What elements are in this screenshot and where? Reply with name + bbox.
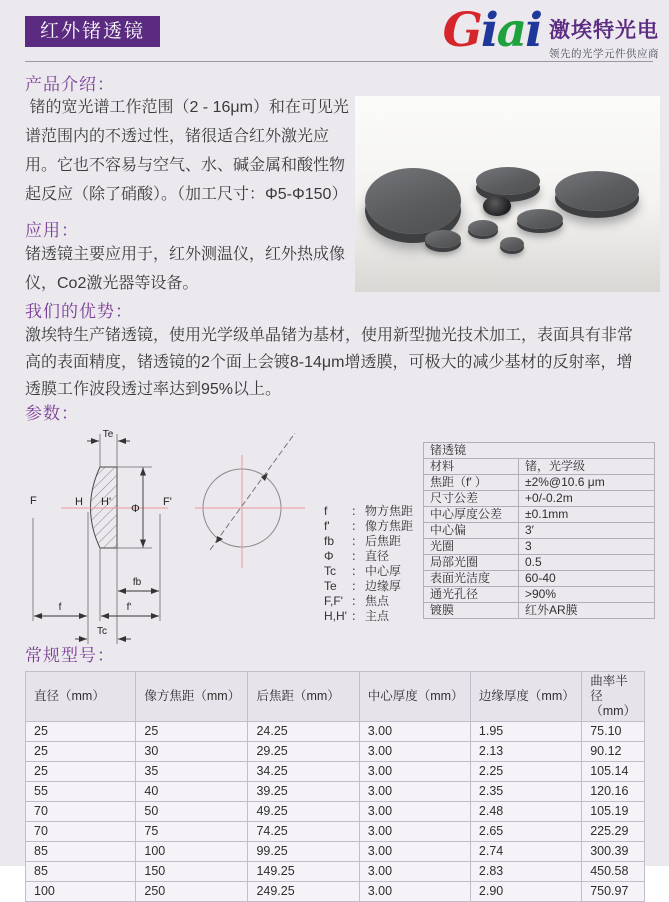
spec-label: 中心厚度公差	[424, 507, 519, 523]
models-header-row	[26, 672, 645, 722]
models-cell: 2.35	[470, 782, 581, 802]
models-row	[26, 782, 645, 802]
models-cell: 40	[136, 782, 248, 802]
spec-value: 3′	[519, 523, 655, 539]
models-cell: 3.00	[359, 742, 470, 762]
models-cell: 74.25	[248, 822, 359, 842]
company-logo	[443, 4, 659, 61]
models-cell: 105.19	[582, 802, 645, 822]
spec-row	[424, 475, 655, 491]
svg-text:F': F'	[163, 496, 172, 508]
models-cell: 2.74	[470, 842, 581, 862]
lens-dome	[483, 196, 511, 216]
spec-value: 60-40	[519, 571, 655, 587]
models-cell: 34.25	[248, 762, 359, 782]
legend-colon: ：	[351, 594, 364, 608]
svg-text:Φ: Φ	[131, 503, 140, 515]
spec-table-title-row	[424, 443, 655, 459]
models-cell: 3.00	[359, 822, 470, 842]
legend-colon: ：	[351, 549, 364, 563]
spec-value: ±0.1mm	[519, 507, 655, 523]
legend-symbol: Te	[324, 579, 337, 593]
legend-row	[324, 579, 413, 594]
legend-colon: ：	[351, 504, 364, 518]
svg-text:f': f'	[126, 602, 132, 613]
svg-text:fb: fb	[132, 577, 142, 588]
section-heading-advantage: 我们的优势：	[25, 302, 133, 321]
models-cell: 3.00	[359, 722, 470, 742]
spec-row	[424, 523, 655, 539]
models-table	[25, 671, 645, 902]
models-cell: 2.13	[470, 742, 581, 762]
legend-colon: ：	[351, 579, 364, 593]
legend-symbol: f'	[324, 519, 330, 533]
legend-colon: ：	[351, 564, 364, 578]
models-cell: 3.00	[359, 882, 470, 902]
spec-label: 局部光圈	[424, 555, 519, 571]
models-cell: 1.95	[470, 722, 581, 742]
logo-text	[549, 14, 659, 61]
models-cell: 50	[136, 802, 248, 822]
spec-label: 通光孔径	[424, 587, 519, 603]
legend-colon: ：	[351, 534, 364, 548]
models-cell: 3.00	[359, 862, 470, 882]
advantage-paragraph: 激埃特生产锗透镜，使用光学级单晶锗为基材，使用新型抛光技术加工，表面具有非常高的表面精度，锗透镜的2个面上会镀8-14μm增透膜，可极大的减少基材的反射率，增透膜工作波段透过率达到95%以上。	[25, 327, 634, 398]
models-cell: 3.00	[359, 782, 470, 802]
application-paragraph: 锗透镜主要应用于，红外测温仪，红外热成像仪，Co2激光器等设备。	[25, 246, 346, 292]
spec-value: 0.5	[519, 555, 655, 571]
models-row	[26, 842, 645, 862]
models-cell: 3.00	[359, 842, 470, 862]
spec-row	[424, 603, 655, 619]
models-cell: 24.25	[248, 722, 359, 742]
spec-value: ±2%@10.6 μm	[519, 475, 655, 491]
spec-label: 中心偏	[424, 523, 519, 539]
legend-symbol: H,H'	[324, 609, 347, 623]
lens-disc	[468, 220, 498, 236]
legend-desc: 后焦距	[365, 534, 402, 548]
models-cell: 149.25	[248, 862, 359, 882]
models-cell: 90.12	[582, 742, 645, 762]
models-cell: 85	[26, 862, 136, 882]
section-heading-application: 应用：	[25, 221, 79, 240]
radius-line	[210, 433, 295, 550]
models-header-cell: 边缘厚度（mm）	[470, 672, 581, 722]
models-cell: 70	[26, 822, 136, 842]
legend-desc: 主点	[365, 609, 390, 623]
models-cell: 2.83	[470, 862, 581, 882]
spec-row	[424, 459, 655, 475]
logo-letter: i	[525, 3, 541, 58]
models-cell: 2.65	[470, 822, 581, 842]
models-cell: 3.00	[359, 802, 470, 822]
models-cell: 75.10	[582, 722, 645, 742]
legend-desc: 中心厚	[365, 564, 402, 578]
lens-disc	[517, 209, 563, 229]
models-cell: 25	[26, 742, 136, 762]
models-cell: 35	[136, 762, 248, 782]
spec-label: 镀膜	[424, 603, 519, 619]
models-cell: 75	[136, 822, 248, 842]
models-cell: 25	[136, 722, 248, 742]
models-row	[26, 742, 645, 762]
models-row	[26, 762, 645, 782]
spec-label: 表面光洁度	[424, 571, 519, 587]
spec-table	[423, 442, 655, 619]
models-row	[26, 882, 645, 902]
spec-row	[424, 587, 655, 603]
models-cell: 30	[136, 742, 248, 762]
spec-label: 材料	[424, 459, 519, 475]
models-cell: 249.25	[248, 882, 359, 902]
spec-value: +0/-0.2m	[519, 491, 655, 507]
models-header-cell: 后焦距（mm）	[248, 672, 359, 722]
intro-paragraph: 锗的宽光谱工作范围（2 - 16μm）和在可见光谱范围内的不透过性，锗很适合红外激光应用。它也不容易与空气、水、碱金属和酸性物起反应（除了硝酸）。（加工尺寸：Φ5-Φ150）	[25, 99, 349, 203]
models-header-cell: 像方焦距（mm）	[136, 672, 248, 722]
spec-value: >90%	[519, 587, 655, 603]
diagram-legend	[324, 504, 413, 624]
legend-row	[324, 594, 413, 609]
svg-text:H: H	[75, 496, 83, 508]
models-cell: 85	[26, 842, 136, 862]
legend-row	[324, 504, 413, 519]
models-cell: 100	[136, 842, 248, 862]
legend-desc: 物方焦距	[365, 504, 414, 518]
legend-desc: 边缘厚	[365, 579, 402, 593]
lens-disc	[365, 168, 461, 234]
section-heading-models: 常规型号：	[25, 646, 115, 665]
svg-text:F: F	[30, 495, 37, 507]
models-cell: 70	[26, 802, 136, 822]
models-cell: 49.25	[248, 802, 359, 822]
legend-symbol: fb	[324, 534, 335, 548]
spec-value: 红外AR膜	[519, 603, 655, 619]
header-divider	[25, 61, 653, 62]
models-cell: 450.58	[582, 862, 645, 882]
spec-row	[424, 539, 655, 555]
svg-text:Tc: Tc	[97, 626, 107, 637]
models-cell: 39.25	[248, 782, 359, 802]
legend-desc: 焦点	[365, 594, 390, 608]
lens-disc	[476, 167, 540, 195]
models-cell: 2.90	[470, 882, 581, 902]
models-cell: 120.16	[582, 782, 645, 802]
giai-logo-icon	[443, 4, 541, 58]
legend-row	[324, 549, 413, 564]
models-row	[26, 802, 645, 822]
models-row	[26, 722, 645, 742]
legend-row	[324, 564, 413, 579]
spec-row	[424, 491, 655, 507]
spec-label: 尺寸公差	[424, 491, 519, 507]
models-cell: 55	[26, 782, 136, 802]
spec-row	[424, 571, 655, 587]
legend-desc: 直径	[365, 549, 390, 563]
svg-text:Te: Te	[102, 429, 114, 440]
lens-dimension-diagram	[25, 428, 335, 646]
page-title: 红外锗透镜	[25, 16, 160, 47]
lens-disc	[425, 230, 461, 248]
logo-letter: i	[480, 3, 497, 58]
legend-desc: 像方焦距	[365, 519, 414, 533]
lens-disc	[500, 237, 524, 251]
models-row	[26, 862, 645, 882]
spec-row	[424, 555, 655, 571]
legend-colon: ：	[351, 609, 364, 623]
brand-name: 激埃特光电	[549, 19, 659, 42]
legend-row	[324, 519, 413, 534]
models-cell: 2.25	[470, 762, 581, 782]
spec-table-title: 锗透镜	[424, 443, 655, 459]
models-cell: 150	[136, 862, 248, 882]
models-cell: 300.39	[582, 842, 645, 862]
models-header-cell: 直径（mm）	[26, 672, 136, 722]
models-cell: 100	[26, 882, 136, 902]
legend-symbol: Tc	[324, 564, 336, 578]
models-row	[26, 822, 645, 842]
section-heading-intro: 产品介绍：	[25, 75, 115, 94]
legend-row	[324, 609, 413, 624]
section-heading-parameters: 参数：	[25, 404, 79, 423]
models-cell: 3.00	[359, 762, 470, 782]
models-cell: 225.29	[582, 822, 645, 842]
models-cell: 29.25	[248, 742, 359, 762]
svg-text:H': H'	[101, 496, 112, 508]
models-header-cell: 中心厚度（mm）	[359, 672, 470, 722]
brand-slogan: 领先的光学元件供应商	[549, 48, 659, 60]
spec-label: 焦距（f′ ）	[424, 475, 519, 491]
product-photo	[355, 96, 660, 292]
spec-label: 光圈	[424, 539, 519, 555]
logo-letter: a	[496, 3, 526, 58]
spec-value: 锗，光学级	[519, 459, 655, 475]
legend-symbol: Φ	[324, 549, 334, 563]
legend-row	[324, 534, 413, 549]
models-cell: 25	[26, 722, 136, 742]
models-cell: 750.97	[582, 882, 645, 902]
legend-colon: ：	[351, 519, 364, 533]
models-cell: 25	[26, 762, 136, 782]
legend-symbol: f	[324, 504, 328, 518]
models-cell: 99.25	[248, 842, 359, 862]
spec-value: 3	[519, 539, 655, 555]
legend-symbol: F,F'	[324, 594, 343, 608]
models-cell: 250	[136, 882, 248, 902]
models-cell: 2.48	[470, 802, 581, 822]
spec-row	[424, 507, 655, 523]
logo-letter: G	[442, 3, 481, 58]
models-header-cell: 曲率半径（mm）	[582, 672, 645, 722]
models-cell: 105.14	[582, 762, 645, 782]
svg-text:f: f	[58, 602, 62, 613]
lens-disc	[555, 171, 639, 211]
